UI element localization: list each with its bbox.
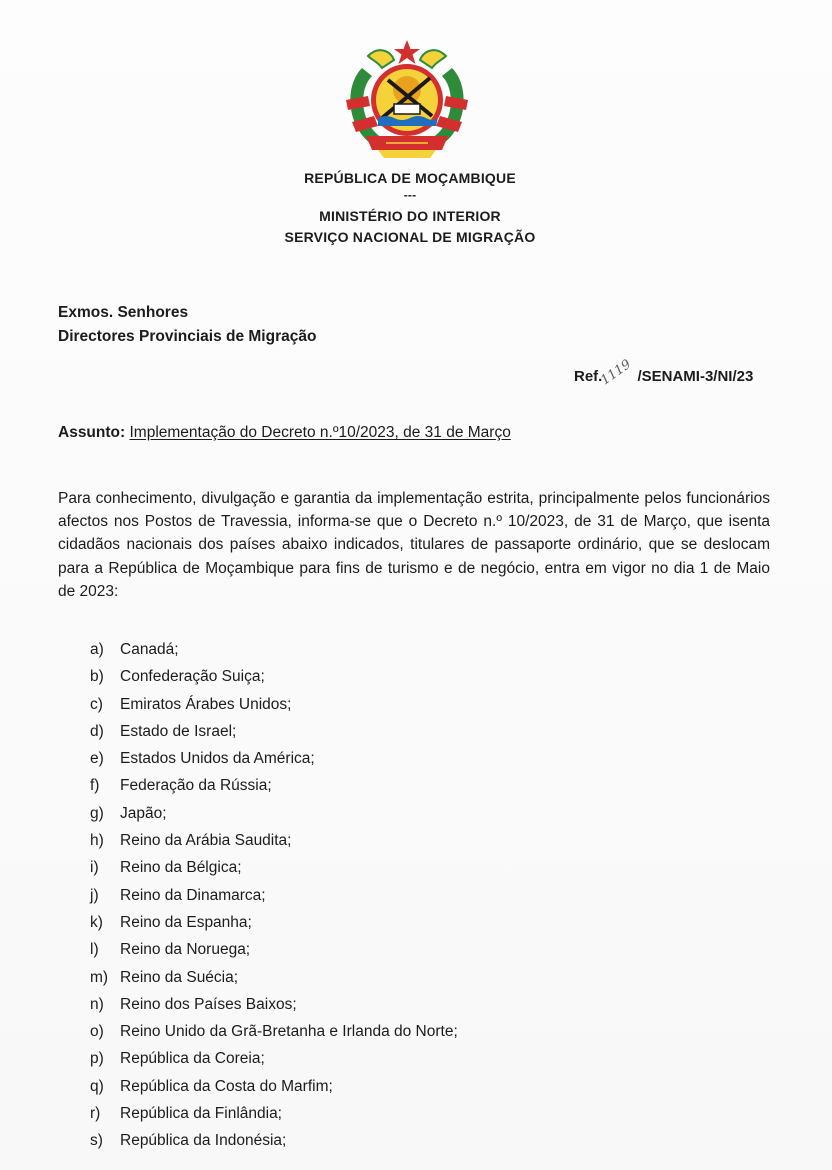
list-item-letter: a) <box>90 641 104 658</box>
list-item-country: Reino da Noruega; <box>120 941 251 959</box>
list-item-country: Reino da Espanha; <box>120 913 252 931</box>
list-item-letter: j) <box>90 886 99 904</box>
list-item <box>90 1127 458 1154</box>
list-item <box>90 1100 458 1127</box>
list-item <box>90 964 458 991</box>
list-item-letter: s) <box>90 1132 103 1150</box>
list-item-country: República da Finlândia; <box>120 1105 282 1123</box>
list-item-letter: r) <box>90 1105 101 1123</box>
list-item-country: Reino Unido da Grã-Bretanha e Irlanda do Norte; <box>120 1023 458 1041</box>
reference-prefix: Ref. <box>574 368 603 385</box>
list-item-country: Japão; <box>120 804 167 822</box>
reference-suffix: /SENAMI-3/NI/23 <box>637 368 754 385</box>
list-item-country: Reino da Arábia Saudita; <box>120 832 292 850</box>
list-item-letter: g) <box>90 804 104 822</box>
list-item-letter: c) <box>90 695 103 713</box>
list-item-country: Reino da Bélgica; <box>120 859 242 877</box>
list-item-country: Estado de Israel; <box>120 722 237 740</box>
list-item-letter: e) <box>90 750 104 768</box>
list-item <box>90 663 458 690</box>
list-item <box>90 1045 458 1072</box>
list-item-country: Estados Unidos da América; <box>120 750 315 768</box>
list-item-country: República da Coreia; <box>120 1050 265 1068</box>
list-item <box>90 854 458 881</box>
list-item <box>90 909 458 936</box>
addressee-recipients: Directores Provinciais de Migração <box>58 328 317 345</box>
list-item-country: Federação da Rússia; <box>120 777 272 795</box>
list-item <box>90 882 458 909</box>
list-item-country: Canadá; <box>120 641 179 658</box>
list-item-country: República da Costa do Marfim; <box>120 1077 333 1095</box>
country-list <box>90 636 458 1155</box>
list-item-letter: f) <box>90 777 100 795</box>
body-paragraph: Para conhecimento, divulgação e garantia da implementação estrita, principalmente pelos funcionários afectos nos Postos de Travessia, informa-se que o Decreto n.º 10/2023, de 31 de Março, que isenta cidadãos nacionais dos países abaixo indicados, titulares de passaporte ordinário, que se deslocam para a República de Moçambique para fins de turismo e de negócio, entra em vigor no dia 1 de Maio de 2023: <box>58 490 770 600</box>
list-item <box>90 800 458 827</box>
ministry-heading: MINISTÉRIO DO INTERIOR <box>319 208 501 224</box>
mozambique-coat-of-arms-icon <box>338 38 476 162</box>
reference-handwritten-number: 1119 <box>598 356 635 389</box>
list-item-letter: m) <box>90 968 109 986</box>
list-item-country: Reino dos Países Baixos; <box>120 995 297 1013</box>
list-item-letter: p) <box>90 1050 104 1068</box>
list-item-letter: i) <box>90 859 99 877</box>
list-item-letter: k) <box>90 913 103 931</box>
list-item <box>90 772 458 799</box>
subject-text: Implementação do Decreto n.º10/2023, de 31 de Março <box>129 424 511 441</box>
list-item <box>90 636 458 663</box>
list-item-letter: b) <box>90 668 104 686</box>
list-item-letter: h) <box>90 832 104 850</box>
list-item-country: Reino da Suécia; <box>120 968 239 986</box>
reference-number <box>574 356 754 389</box>
list-item-country: Confederação Suiça; <box>120 668 265 686</box>
list-item-letter: l) <box>90 941 99 959</box>
list-item-letter: q) <box>90 1077 104 1095</box>
list-item <box>90 745 458 772</box>
subject-label: Assunto: <box>58 424 126 441</box>
list-item-letter: o) <box>90 1023 104 1041</box>
list-item <box>90 827 458 854</box>
list-item <box>90 991 458 1018</box>
list-item-letter: d) <box>90 722 104 740</box>
subject-line <box>58 424 511 442</box>
list-item <box>90 691 458 718</box>
list-item <box>90 1018 458 1045</box>
list-item-country: República da Indonésia; <box>120 1132 287 1150</box>
list-item-country: Emiratos Árabes Unidos; <box>120 695 292 713</box>
addressee-salutation: Exmos. Senhores <box>58 304 189 321</box>
list-item <box>90 718 458 745</box>
list-item-country: Reino da Dinamarca; <box>120 886 266 904</box>
list-item <box>90 936 458 963</box>
heading-separator: --- <box>403 188 417 202</box>
service-heading: SERVIÇO NACIONAL DE MIGRAÇÃO <box>284 229 536 245</box>
republic-heading: REPÚBLICA DE MOÇAMBIQUE <box>304 170 516 186</box>
list-item <box>90 1073 458 1100</box>
list-item-letter: n) <box>90 995 104 1013</box>
